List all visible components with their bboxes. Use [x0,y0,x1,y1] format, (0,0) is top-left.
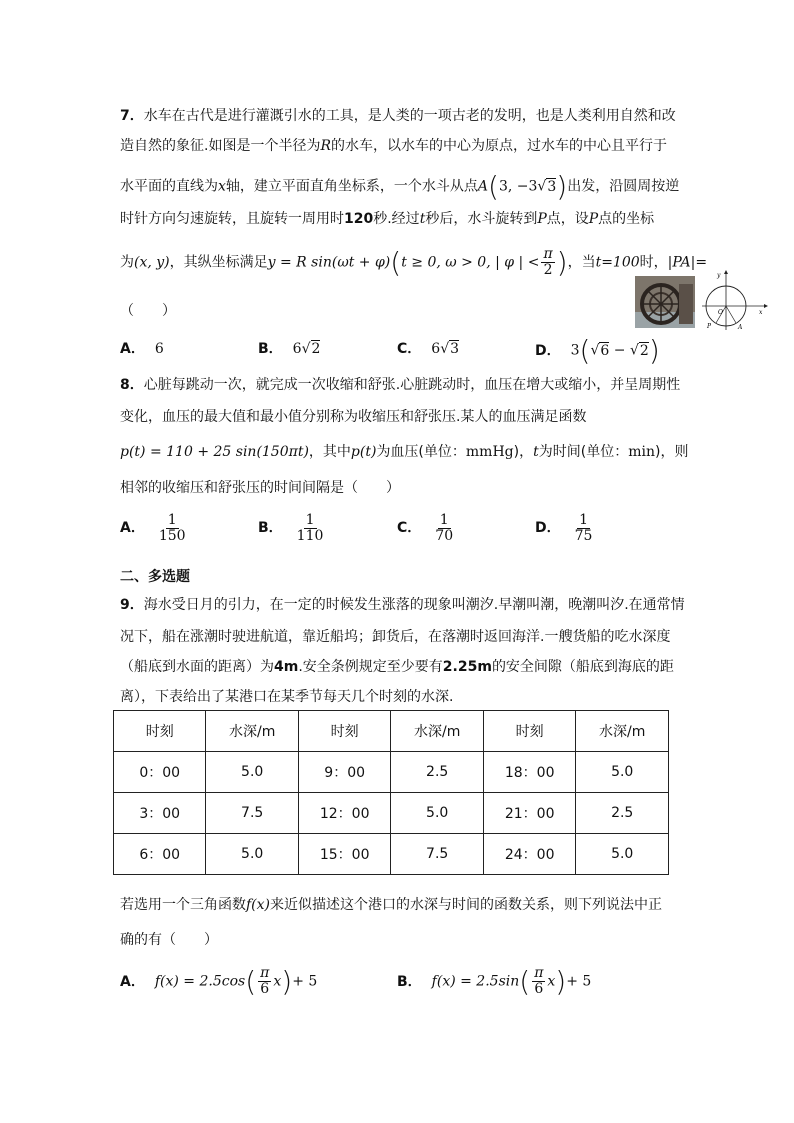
q7-line-4: 时针方向匀速旋转，且旋转一周用时120秒.经过t秒后，水斗旋转到P点，设P点的坐标 [120,211,655,227]
q7-number: 7． [120,108,144,124]
table-cell: 15：00 [298,834,391,875]
q8-option-d[interactable]: D． $\frac{1}{75}$ [535,512,593,544]
table-header-cell: 时刻 [483,711,576,752]
q8-option-b[interactable]: B． $\frac{1}{110}$ [258,512,324,544]
table-cell: 2.5 [576,793,669,834]
q7-line-2: 造自然的象征.如图是一个半径为R的水车，以水车的中心为原点，过水车的中心且平行于 [120,138,667,154]
table-cell: 12：00 [298,793,391,834]
fig-p-label: P [707,323,712,330]
q9-line-3: （船底到水面的距离）为4m.安全条例规定至少要有2.25m的安全间隙（船底到海底的距 [120,659,674,675]
q7-option-a[interactable]: A． 6 [120,341,164,357]
q9-line-1: 9．海水受日月的引力，在一定的时候发生涨落的现象叫潮汐.早潮叫潮，晚潮叫汐.在通常情 [120,597,685,613]
q8-option-a[interactable]: A． $\frac{1}{150}$ [120,512,186,544]
q8-line-1: 8．心脏每跳动一次，就完成一次收缩和舒张.心脏跳动时，血压在增大或缩小，并呈周期性 [120,377,681,393]
q7-blank: （ ） [120,303,176,319]
table-header-cell: 水深/m [391,711,484,752]
q8-line-3: p(t) = 110 + 25 sin(150πt)，其中p(t)为血压(单位：mmHg)，t为时间(单位：min)，则 [120,444,689,460]
table-cell: 18：00 [483,752,576,793]
fig-origin-label: O [718,309,723,316]
q8-line-2: 变化，血压的最大值和最小值分别称为收缩压和舒张压.某人的血压满足函数 [120,409,587,425]
table-header-cell: 水深/m [576,711,669,752]
table-cell: 5.0 [576,834,669,875]
q7-line-1: 7．水车在古代是进行灌溉引水的工具，是人类的一项古老的发明，也是人类利用自然和改 [120,108,676,124]
table-cell: 7.5 [391,834,484,875]
water-wheel-photo [635,276,695,328]
q8-option-c[interactable]: C． $\frac{1}{70}$ [397,512,454,544]
q9-line-2: 况下，船在涨潮时驶进航道，靠近船坞；卸货后，在落潮时返回海洋.一艘货船的吃水深度 [120,629,671,645]
table-cell: 2.5 [391,752,484,793]
table-cell: 5.0 [391,793,484,834]
table-header-row [114,711,669,752]
table-header-cell: 时刻 [114,711,206,752]
tide-table [113,710,669,875]
circle-axes-figure [700,268,768,332]
q9-after-line-2: 确的有（ ） [120,932,218,948]
table-header-cell: 水深/m [206,711,299,752]
table-cell: 24：00 [483,834,576,875]
q9-after-line-1: 若选用一个三角函数f(x)来近似描述这个港口的水深与时间的函数关系，则下列说法中正 [120,897,663,913]
q7-option-c[interactable]: C． 6√3 [397,341,460,357]
table-cell: 21：00 [483,793,576,834]
q7-line-3: 水平面的直线为x轴，建立平面直角坐标系，一个水斗从点A(3, −3√3)出发，沿圆周按逆 [120,170,680,203]
table-cell: 5.0 [206,834,299,875]
section-heading: 二、多选题 [120,569,190,585]
q9-option-b[interactable]: B． f(x) = 2.5sin( $\frac{\pi}{6}$ x)+ 5 [397,965,592,998]
table-cell: 0：00 [114,752,206,793]
table-cell: 6：00 [114,834,206,875]
q9-option-a[interactable]: A． f(x) = 2.5cos( $\frac{\pi}{6}$ x)+ 5 [120,965,318,998]
water-wheel-image [635,276,695,328]
q8-line-4: 相邻的收缩压和舒张压的时间间隔是（ ） [120,480,400,496]
table-row [114,793,669,834]
table-row [114,834,669,875]
fig-y-label: y [717,272,721,279]
q8-number: 8． [120,377,144,393]
table-cell: 3：00 [114,793,206,834]
q7-line-5: 为(x, y)，其纵坐标满足y = R sin(ωt + φ)(t ≥ 0, ω > 0, | φ | < $\frac{\pi}{2}$ )，当t=100时，|PA|= [120,246,708,279]
coordinate-diagram [700,268,768,332]
q9-number: 9． [120,597,144,613]
table-cell: 7.5 [206,793,299,834]
q9-line-4: 离），下表给出了某港口在某季节每天几个时刻的水深. [120,689,454,705]
table-header-cell: 时刻 [298,711,391,752]
table-cell: 5.0 [206,752,299,793]
table-row [114,752,669,793]
table-cell: 9：00 [298,752,391,793]
q7-option-d[interactable]: D． 3(√6 − √2) [535,334,660,367]
table-cell: 5.0 [576,752,669,793]
fig-x-label: x [759,309,763,316]
q7-option-b[interactable]: B． 6√2 [258,341,321,357]
fig-a-label: A [738,324,743,331]
